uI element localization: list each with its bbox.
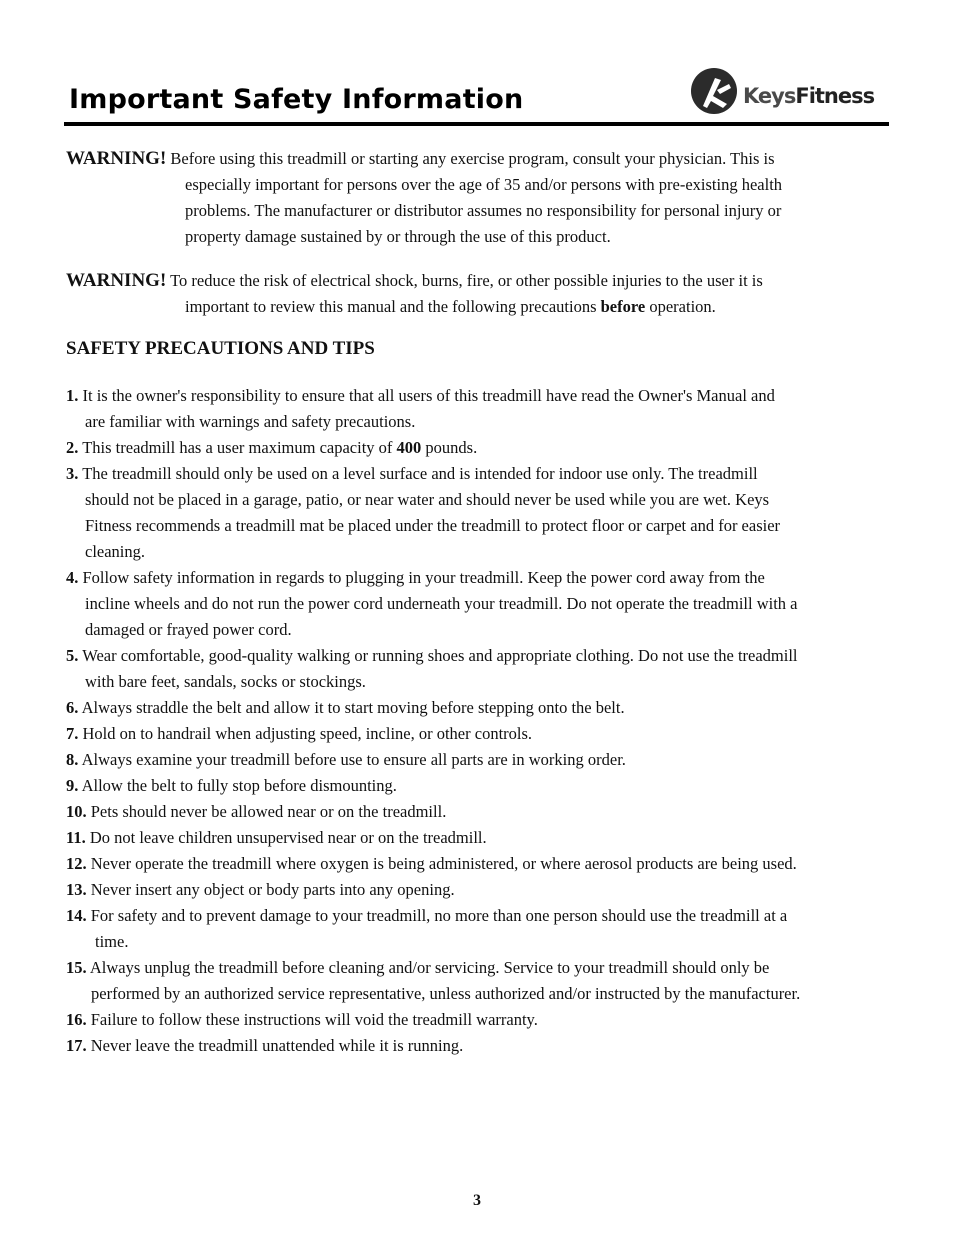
item-text: should not be placed in a garage, patio, or near water and should never be used while you are wet. Keys — [85, 490, 770, 509]
keysfitness-logo — [689, 66, 889, 118]
item-number: 13. — [66, 880, 87, 899]
list-item — [66, 799, 896, 825]
warning-line — [66, 268, 896, 294]
item-text: with bare feet, sandals, socks or stockings. — [85, 672, 366, 691]
warning-line — [66, 146, 896, 172]
capacity-value: 400 — [396, 438, 422, 457]
item-text: Always unplug the treadmill before cleaning and/or servicing. Service to your treadmill should only be — [86, 958, 770, 977]
list-item — [66, 1007, 896, 1033]
item-number: 16. — [66, 1010, 87, 1029]
item-number: 3. — [66, 464, 79, 483]
logo-fitness-text: Fitness — [795, 84, 875, 108]
list-item — [66, 643, 896, 695]
list-item — [66, 383, 896, 435]
warning-text-tail: operation. — [645, 297, 716, 316]
item-text: Allow the belt to fully stop before dismounting. — [78, 776, 397, 795]
list-item — [66, 955, 896, 1007]
page-header — [64, 62, 889, 128]
item-text: Follow safety information in regards to plugging in your treadmill. Keep the power cord away from the — [78, 568, 765, 587]
item-number: 17. — [66, 1036, 87, 1055]
list-item — [66, 903, 896, 955]
warning-text: Before using this treadmill or starting any exercise program, consult your physician. This is — [170, 149, 775, 168]
item-text: Pets should never be allowed near or on the treadmill. — [86, 802, 447, 821]
warning-line: problems. The manufacturer or distributor assumes no responsibility for personal injury or — [185, 201, 782, 220]
item-text: Always straddle the belt and allow it to start moving before stepping onto the belt. — [78, 698, 625, 717]
item-text: damaged or frayed power cord. — [85, 620, 292, 639]
item-number: 7. — [66, 724, 79, 743]
item-text: Never insert any object or body parts into any opening. — [86, 880, 455, 899]
item-text: are familiar with warnings and safety precautions. — [85, 412, 416, 431]
list-item — [66, 565, 896, 643]
item-text: time. — [95, 932, 129, 951]
warning-emphasis: before — [600, 297, 646, 316]
item-number: 9. — [66, 776, 79, 795]
item-text: The treadmill should only be used on a level surface and is intended for indoor use only. The treadmill — [78, 464, 758, 483]
item-text: Never leave the treadmill unattended while it is running. — [86, 1036, 464, 1055]
list-item — [66, 773, 896, 799]
item-text: cleaning. — [85, 542, 146, 561]
list-item — [66, 461, 896, 565]
warning-line — [66, 294, 896, 320]
item-text: performed by an authorized service representative, unless authorized and/or instructed by the manufacturer. — [91, 984, 801, 1003]
safety-precautions-list — [66, 383, 896, 1059]
item-number: 4. — [66, 568, 79, 587]
list-item — [66, 825, 896, 851]
item-number: 1. — [66, 386, 79, 405]
warning-block-2 — [66, 268, 896, 320]
item-text: Do not leave children unsupervised near or on the treadmill. — [85, 828, 487, 847]
list-item — [66, 721, 896, 747]
warning-label: WARNING! — [66, 148, 167, 169]
item-text: pounds. — [421, 438, 478, 457]
page-number: 3 — [473, 1192, 481, 1209]
item-number: 6. — [66, 698, 79, 717]
item-text: For safety and to prevent damage to your treadmill, no more than one person should use the treadmill at a — [86, 906, 788, 925]
item-text: It is the owner's responsibility to ensure that all users of this treadmill have read the Owner's Manual and — [78, 386, 775, 405]
item-text: Failure to follow these instructions will void the treadmill warranty. — [86, 1010, 538, 1029]
warning-text: To reduce the risk of electrical shock, burns, fire, or other possible injuries to the user it is — [170, 271, 763, 290]
warning-line: especially important for persons over the age of 35 and/or persons with pre-existing health — [185, 175, 783, 194]
list-item — [66, 747, 896, 773]
item-number: 14. — [66, 906, 87, 925]
item-number: 8. — [66, 750, 79, 769]
list-item — [66, 851, 896, 877]
item-number: 12. — [66, 854, 87, 873]
item-text: incline wheels and do not run the power cord underneath your treadmill. Do not operate the treadmill with a — [85, 594, 798, 613]
list-item — [66, 695, 896, 721]
item-number: 11. — [66, 828, 86, 847]
warning-text: important to review this manual and the following precautions — [185, 297, 601, 316]
warning-label: WARNING! — [66, 270, 167, 291]
header-divider — [64, 122, 889, 126]
list-item — [66, 1033, 896, 1059]
logo-keys-text: Keys — [743, 84, 796, 108]
item-text: This treadmill has a user maximum capacity of — [78, 438, 397, 457]
item-text: Hold on to handrail when adjusting speed, incline, or other controls. — [78, 724, 533, 743]
item-text: Never operate the treadmill where oxygen is being administered, or where aerosol products are being used. — [86, 854, 797, 873]
item-text: Fitness recommends a treadmill mat be placed under the treadmill to protect floor or carpet and for easier — [85, 516, 781, 535]
item-number: 15. — [66, 958, 87, 977]
item-text: Always examine your treadmill before use to ensure all parts are in working order. — [78, 750, 626, 769]
page-title: Important Safety Information — [69, 84, 524, 115]
item-number: 2. — [66, 438, 79, 457]
warning-block-1 — [66, 146, 896, 250]
list-item — [66, 877, 896, 903]
warning-line: property damage sustained by or through the use of this product. — [185, 227, 611, 246]
list-item — [66, 435, 896, 461]
section-heading: SAFETY PRECAUTIONS AND TIPS — [66, 338, 375, 359]
item-number: 5. — [66, 646, 79, 665]
logo-wordmark — [743, 84, 874, 108]
item-number: 10. — [66, 802, 87, 821]
item-text: Wear comfortable, good-quality walking or running shoes and appropriate clothing. Do not use the treadmill — [78, 646, 798, 665]
keysfitness-emblem-icon — [689, 66, 739, 116]
